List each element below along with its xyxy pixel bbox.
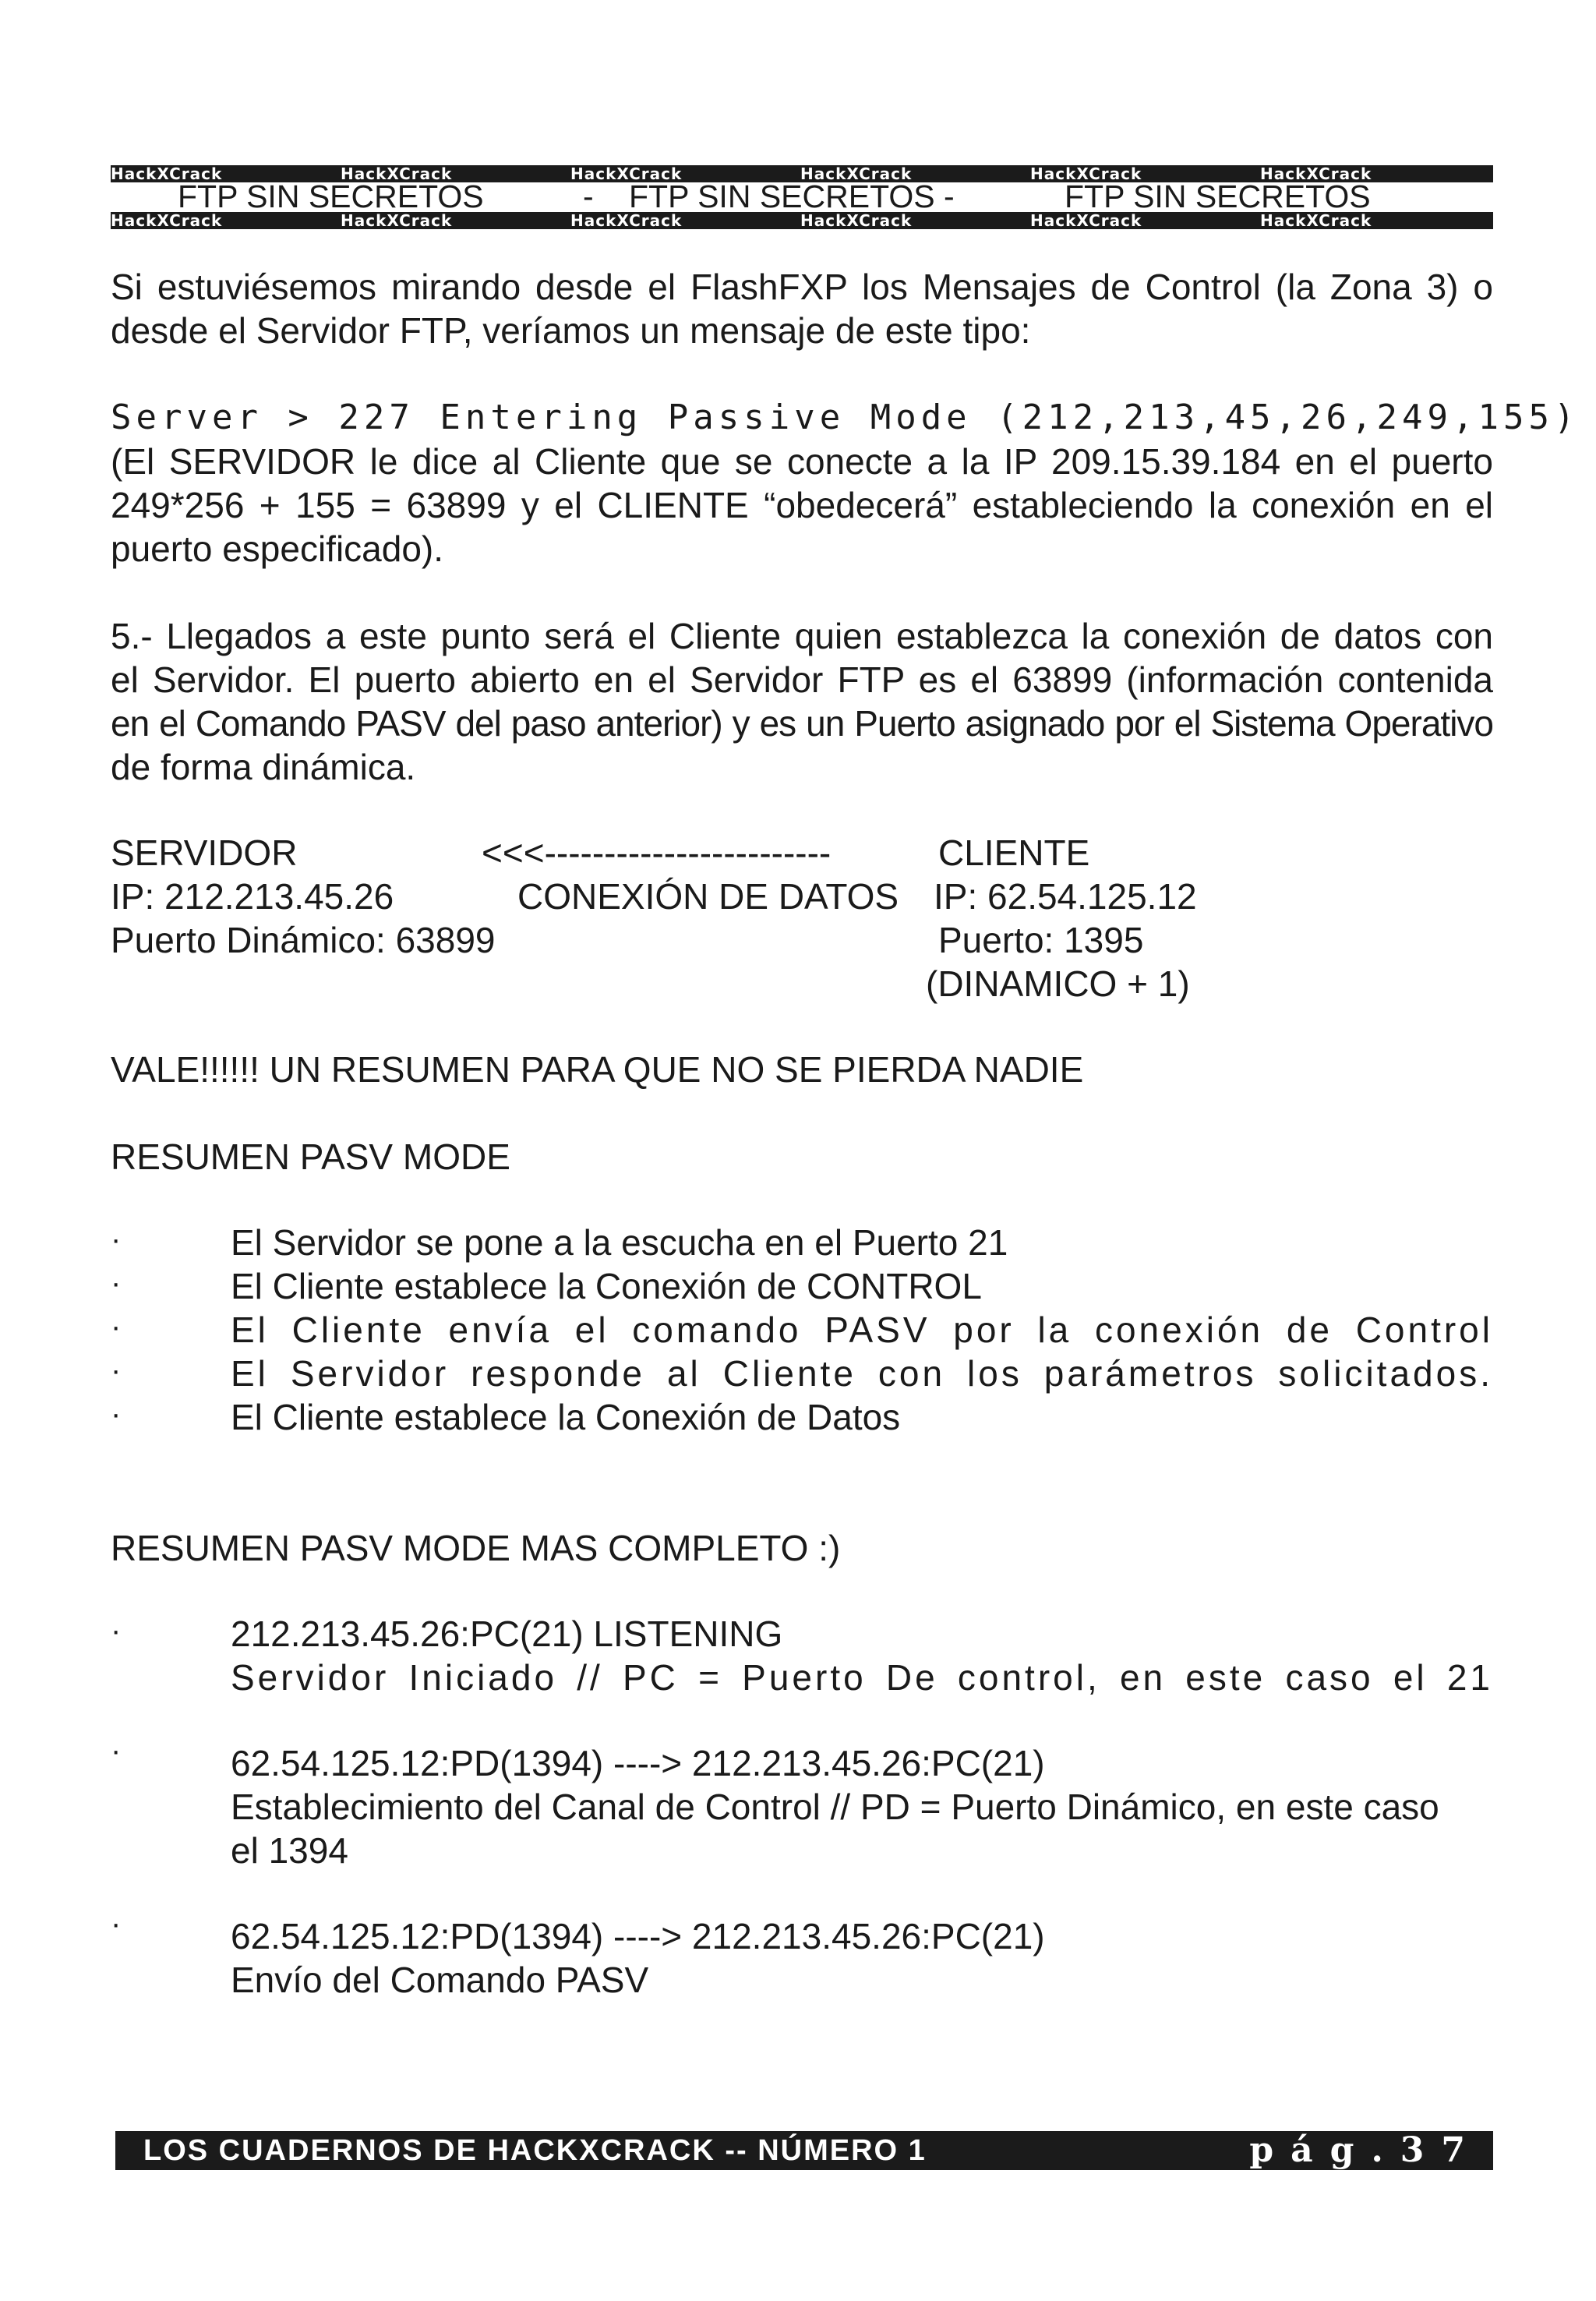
- list-item-detail: el 1394: [231, 1830, 348, 1871]
- bullet-dot: ·: [111, 1266, 122, 1300]
- list-item: 62.54.125.12:PD(1394) ----> 212.213.45.26:PC(21): [231, 1916, 1045, 1956]
- body-line: en el Comando PASV del paso anterior) y es un Puerto asignado por el Sistema Operativo: [111, 703, 1493, 744]
- list-item: 62.54.125.12:PD(1394) ----> 212.213.45.26:PC(21): [231, 1743, 1045, 1783]
- body-line: 249*256 + 155 = 63899 y el CLIENTE “obedecerá” estableciendo la conexión en el: [111, 485, 1493, 525]
- footer-publication: LOS CUADERNOS DE HACKXCRACK -- NÚMERO 1: [143, 2134, 927, 2167]
- band-tag: HackXCrack: [1030, 212, 1142, 229]
- body-line: el Servidor. El puerto abierto en el Servidor FTP es el 63899 (información contenida: [111, 659, 1493, 700]
- band-tag: HackXCrack: [1260, 212, 1372, 229]
- band-tag: HackXCrack: [570, 212, 683, 229]
- diagram-arrow: <<<------------------------: [482, 832, 832, 873]
- summary-vale: VALE!!!!!! UN RESUMEN PARA QUE NO SE PIERDA NADIE: [111, 1049, 1084, 1090]
- diagram-client-port-note: (DINAMICO + 1): [926, 963, 1190, 1004]
- body-line: (El SERVIDOR le dice al Cliente que se conecte a la IP 209.15.39.184 en el puerto: [111, 441, 1493, 482]
- band-tag: HackXCrack: [111, 165, 223, 182]
- list-item-detail: Establecimiento del Canal de Control // PD = Puerto Dinámico, en este caso: [231, 1787, 1439, 1827]
- band-tag: HackXCrack: [1030, 165, 1142, 182]
- bullet-dot: ·: [111, 1222, 122, 1257]
- band-tag: HackXCrack: [570, 165, 683, 182]
- list-item-detail: Servidor Iniciado // PC = Puerto De control, en este caso el 21: [231, 1657, 1493, 1698]
- list-item: El Cliente establece la Conexión de Datos: [231, 1397, 901, 1437]
- bullet-dot: ·: [111, 1397, 122, 1431]
- diagram-server-port: Puerto Dinámico: 63899: [111, 920, 496, 960]
- band-tag: HackXCrack: [800, 212, 913, 229]
- body-line: puerto especificado).: [111, 528, 444, 569]
- list-item: El Cliente envía el comando PASV por la conexión de Control: [231, 1310, 1493, 1350]
- band-tag: HackXCrack: [1260, 165, 1372, 182]
- diagram-connection-label: CONEXIÓN DE DATOS: [517, 876, 899, 917]
- diagram-server-label: SERVIDOR: [111, 832, 298, 873]
- bullet-dot: ·: [111, 1614, 122, 1648]
- page-footer: [115, 2131, 1493, 2170]
- list-item: El Servidor se pone a la escucha en el Puerto 21: [231, 1222, 1008, 1263]
- body-line: Si estuviésemos mirando desde el FlashFXP los Mensajes de Control (la Zona 3) o: [111, 267, 1493, 307]
- band-tag: HackXCrack: [111, 212, 223, 229]
- list-item: El Servidor responde al Cliente con los parámetros solicitados.: [231, 1353, 1493, 1394]
- bullet-dot: ·: [111, 1353, 122, 1387]
- body-line: desde el Servidor FTP, veríamos un mensaje de este tipo:: [111, 310, 1031, 351]
- diagram-server-ip: IP: 212.213.45.26: [111, 876, 394, 917]
- bullet-dot: ·: [111, 1734, 122, 1768]
- bullet-dot: ·: [111, 1310, 122, 1344]
- header-title: [111, 181, 1493, 214]
- header-title-part: FTP SIN SECRETOS: [178, 181, 484, 214]
- summary-heading-complete: RESUMEN PASV MODE MAS COMPLETO :): [111, 1528, 841, 1568]
- body-line: de forma dinámica.: [111, 747, 416, 787]
- header-title-part: -: [583, 181, 594, 214]
- diagram-client-ip: IP: 62.54.125.12: [934, 876, 1197, 917]
- list-item: El Cliente establece la Conexión de CONTROL: [231, 1266, 982, 1306]
- band-tag: HackXCrack: [800, 165, 913, 182]
- bullet-dot: ·: [111, 1907, 122, 1941]
- server-message: Server > 227 Entering Passive Mode (212,213,45,26,249,155): [111, 398, 1580, 437]
- band-tag: HackXCrack: [341, 212, 453, 229]
- list-item: 212.213.45.26:PC(21) LISTENING: [231, 1614, 783, 1654]
- band-tag: HackXCrack: [341, 165, 453, 182]
- summary-heading: RESUMEN PASV MODE: [111, 1136, 510, 1177]
- list-item-detail: Envío del Comando PASV: [231, 1960, 649, 2000]
- body-line: 5.- Llegados a este punto será el Cliente quien establezca la conexión de datos con: [111, 616, 1493, 656]
- diagram-client-label: CLIENTE: [938, 832, 1090, 873]
- header-band-top: [111, 165, 1493, 182]
- header-band-bottom: [111, 212, 1493, 229]
- diagram-client-port: Puerto: 1395: [938, 920, 1144, 960]
- footer-page-number: pág.37: [1249, 2130, 1482, 2170]
- header-title-part: FTP SIN SECRETOS -: [629, 181, 955, 214]
- header-title-part: FTP SIN SECRETOS: [1065, 181, 1371, 214]
